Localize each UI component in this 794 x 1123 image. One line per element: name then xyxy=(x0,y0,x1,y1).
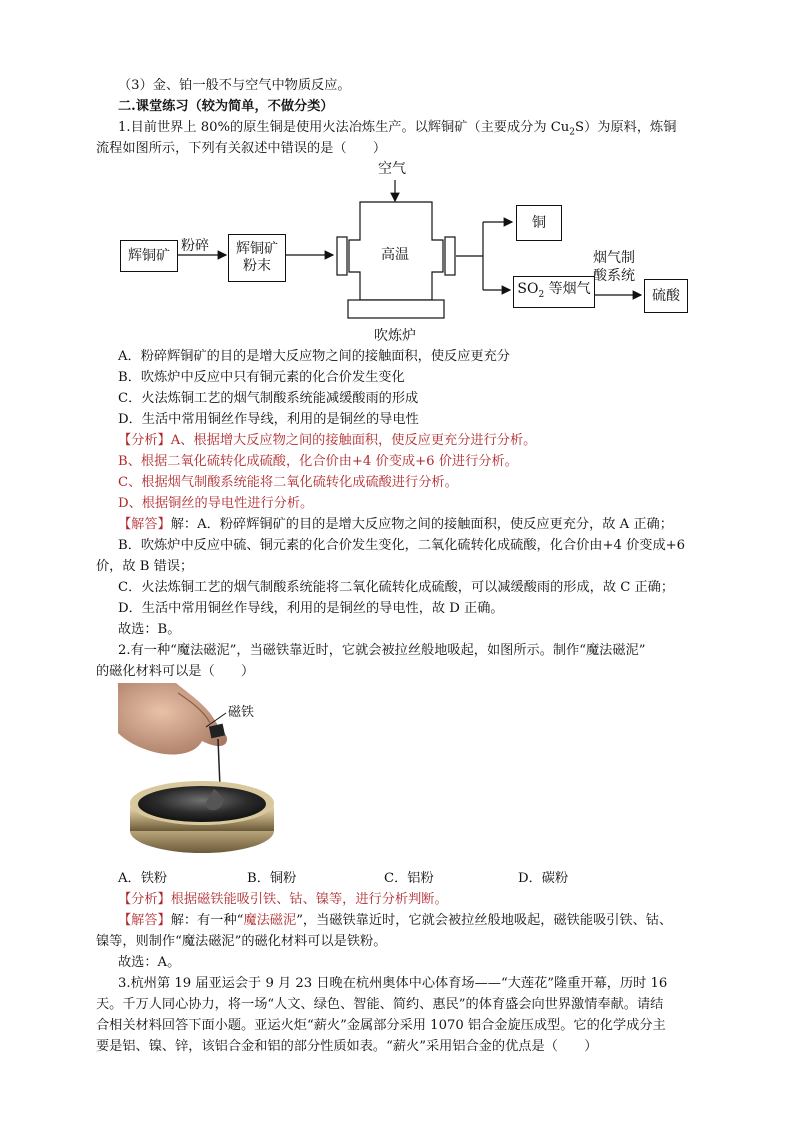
q2-option-b: B．铜粉 xyxy=(247,871,297,886)
q1-answer-b1: B．吹炼炉中反应中硫、铜元素的化合价发生变化，二氧化硫转化成硫酸，化合价由+4 价变成+6 xyxy=(118,538,686,553)
q3-stem-line2: 天。千万人同心协力，将一场“人文、绿色、智能、简约、惠民”的体育盛会向世界激情奉献。请结 xyxy=(96,997,664,1012)
acid-system-label-1: 烟气制 xyxy=(593,250,635,266)
high-temp-label: 高温 xyxy=(381,247,409,263)
copper-smelting-flowchart xyxy=(0,0,794,360)
q1-analysis-c: C、根据烟气制酸系统能将二氧化硫转化成硫酸进行分析。 xyxy=(118,475,458,490)
q1-option-c: C．火法炼铜工艺的烟气制酸系统能减缓酸雨的形成 xyxy=(118,391,419,406)
q1-answer-d: D．生活中常用铜丝作导线，利用的是铜丝的导电性，故 D 正确。 xyxy=(118,601,504,616)
crush-label: 粉碎 xyxy=(181,238,209,254)
air-label: 空气 xyxy=(378,161,406,177)
q1-answer-a: 【解答】解：A．粉碎辉铜矿的目的是增大反应物之间的接触面积，使反应更充分，故 A 正确； xyxy=(118,517,673,532)
q1-stem-line1: 1.目前世界上 80%的原生铜是使用火法冶炼生产。以辉铜矿（主要成分为 $Cu_2S$）为原料，炼铜 xyxy=(118,120,677,138)
q1-analysis-a: 【分析】A、根据增大反应物之间的接触面积，使反应更充分进行分析。 xyxy=(118,433,537,448)
q1-option-d: D．生活中常用铜丝作导线，利用的是铜丝的导电性 xyxy=(118,412,419,427)
q1-option-b: B．吹炼炉中反应中只有铜元素的化合价发生变化 xyxy=(118,370,405,385)
q1-answer-c: C．火法炼铜工艺的烟气制酸系统能将二氧化硫转化成硫酸，可以减缓酸雨的形成，故 C 正确； xyxy=(118,580,675,595)
ore-powder-box: 辉铜矿 粉末 xyxy=(228,234,286,282)
q3-stem-line3: 合相关材料回答下面小题。亚运火炬“薪火”金属部分采用 1070 铝合金旋压成型。它的化学成分主 xyxy=(96,1018,666,1033)
q2-stem-line1: 2.有一种“魔法磁泥”，当磁铁靠近时，它就会被拉丝般地吸起，如图所示。制作“魔法磁泥” xyxy=(118,643,646,658)
q2-analysis: 【分析】根据磁铁能吸引铁、钴、镍等，进行分析判断。 xyxy=(118,892,448,907)
q1-choice: 故选：B。 xyxy=(118,622,181,637)
q1-answer-b2: 价，故 B 错误； xyxy=(96,559,194,574)
q1-option-a: A．粉碎辉铜矿的目的是增大反应物之间的接触面积，使反应更充分 xyxy=(118,349,510,364)
q3-stem-line1: 3.杭州第 19 届亚运会于 9 月 23 日晚在杭州奥体中心体育场——“大莲花”隆重开幕，历时 16 xyxy=(118,976,668,991)
q2-answer-line2: 镍等，则制作“魔法磁泥”的磁化材料可以是铁粉。 xyxy=(96,934,387,949)
q2-choice: 故选：A。 xyxy=(118,955,181,970)
ore-box: 辉铜矿 xyxy=(120,240,178,272)
copper-box: 铜 xyxy=(516,205,562,241)
q2-option-a: A．铁粉 xyxy=(118,871,168,886)
q2-option-d: D．碳粉 xyxy=(518,871,569,886)
q2-stem-line2: 的磁化材料可以是（ ） xyxy=(96,664,255,679)
furnace-left-port xyxy=(337,237,347,275)
q2-option-c: C．铝粉 xyxy=(384,871,434,886)
q2-answer-line1: 【解答】解：有一种“魔法磁泥”，当磁铁靠近时，它就会被拉丝般地吸起，磁铁能吸引铁、钴、 xyxy=(118,913,673,928)
furnace-right-port xyxy=(445,237,455,275)
sulfuric-acid-box: 硫酸 xyxy=(644,279,688,313)
q3-stem-line4: 要是铝、镍、锌，该铝合金和铝的部分性质如表。“薪火”采用铝合金的优点是（ ） xyxy=(96,1039,598,1054)
acid-system-label-2: 酸系统 xyxy=(593,268,635,284)
q1-analysis-d: D、根据铜丝的导电性进行分析。 xyxy=(118,496,314,511)
magnet-label: 磁铁 xyxy=(228,705,255,720)
furnace-base xyxy=(348,300,444,318)
section-heading: 二.课堂练习（较为简单，不做分类） xyxy=(118,99,334,114)
q1-stem-line2: 流程如图所示，下列有关叙述中错误的是（ ） xyxy=(96,141,387,156)
q1-analysis-b: B、根据二氧化硫转化成硫酸，化合价由+4 价变成+6 价进行分析。 xyxy=(118,454,518,469)
furnace-label: 吹炼炉 xyxy=(374,328,416,344)
so2-gas-box: $SO_2$ 等烟气 xyxy=(513,276,595,308)
text-line-metals: （3）金、铂一般不与空气中物质反应。 xyxy=(118,78,351,93)
